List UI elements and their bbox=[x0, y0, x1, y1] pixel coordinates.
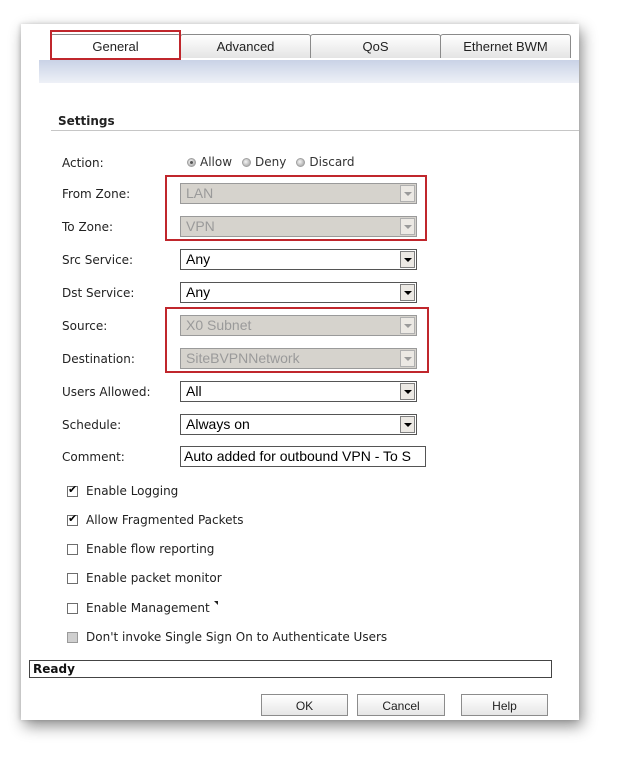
checkmark-icon: ✔ bbox=[68, 482, 78, 496]
checkbox-box[interactable] bbox=[67, 603, 78, 614]
radio-empty-icon bbox=[296, 158, 305, 167]
checkbox-box[interactable] bbox=[67, 544, 78, 555]
packet-monitor-label: Enable packet monitor bbox=[86, 571, 222, 585]
chevron-down-icon[interactable] bbox=[400, 383, 415, 400]
edit-rule-dialog bbox=[21, 24, 579, 720]
allow-fragmented-label: Allow Fragmented Packets bbox=[86, 513, 244, 527]
users-allowed-label: Users Allowed: bbox=[62, 385, 151, 399]
action-deny-radio[interactable] bbox=[242, 155, 286, 169]
destination-label: Destination: bbox=[62, 352, 135, 366]
to-zone-value: VPN bbox=[186, 218, 215, 234]
checkbox-box[interactable] bbox=[67, 511, 78, 526]
destination-value: SiteBVPNNetwork bbox=[186, 350, 300, 366]
tab-advanced[interactable]: Advanced bbox=[180, 34, 311, 58]
cancel-button[interactable]: Cancel bbox=[357, 694, 445, 716]
action-discard-radio[interactable] bbox=[296, 155, 354, 169]
settings-divider bbox=[51, 130, 579, 131]
chevron-down-icon[interactable] bbox=[400, 416, 415, 433]
radio-empty-icon bbox=[242, 158, 251, 167]
tab-ethernet-bwm[interactable]: Ethernet BWM bbox=[440, 34, 571, 58]
packet-monitor-checkbox[interactable] bbox=[67, 571, 222, 585]
flow-reporting-label: Enable flow reporting bbox=[86, 542, 215, 556]
chevron-down-icon[interactable] bbox=[400, 284, 415, 301]
action-allow-label: Allow bbox=[200, 155, 233, 169]
sso-label: Don't invoke Single Sign On to Authenticate Users bbox=[86, 630, 388, 644]
to-zone-label: To Zone: bbox=[62, 220, 114, 234]
src-service-label: Src Service: bbox=[62, 253, 134, 267]
enable-management-label: Enable Management bbox=[86, 601, 218, 615]
comment-label: Comment: bbox=[62, 450, 125, 464]
dst-service-label: Dst Service: bbox=[62, 286, 135, 300]
users-allowed-select[interactable] bbox=[180, 381, 417, 402]
corner-marker-icon bbox=[214, 601, 218, 605]
action-radio-group bbox=[187, 155, 355, 169]
action-label: Action: bbox=[62, 156, 104, 170]
enable-logging-label: Enable Logging bbox=[86, 484, 179, 498]
action-deny-label: Deny bbox=[255, 155, 287, 169]
checkbox-box[interactable] bbox=[67, 482, 78, 497]
flow-reporting-checkbox[interactable] bbox=[67, 542, 214, 556]
general-tab-highlight bbox=[50, 30, 181, 60]
schedule-select[interactable] bbox=[180, 414, 417, 435]
dst-service-select[interactable] bbox=[180, 282, 417, 303]
header-band bbox=[39, 60, 579, 83]
schedule-label: Schedule: bbox=[62, 418, 122, 432]
chevron-down-icon[interactable] bbox=[400, 251, 415, 268]
from-zone-value: LAN bbox=[186, 185, 214, 201]
dst-service-value: Any bbox=[186, 284, 211, 300]
action-allow-radio[interactable] bbox=[187, 155, 232, 169]
help-button[interactable]: Help bbox=[461, 694, 548, 716]
source-label: Source: bbox=[62, 319, 108, 333]
sso-checkbox bbox=[67, 630, 387, 644]
from-zone-label: From Zone: bbox=[62, 187, 131, 201]
src-service-select[interactable] bbox=[180, 249, 417, 270]
enable-management-checkbox[interactable] bbox=[67, 601, 218, 615]
address-highlight-box bbox=[165, 307, 429, 373]
checkbox-box[interactable] bbox=[67, 573, 78, 584]
comment-input[interactable]: Auto added for outbound VPN - To S bbox=[180, 446, 426, 467]
allow-fragmented-checkbox[interactable] bbox=[67, 513, 244, 527]
action-discard-label: Discard bbox=[309, 155, 355, 169]
zone-highlight-box bbox=[165, 175, 427, 241]
users-allowed-value: All bbox=[186, 383, 202, 399]
tab-qos[interactable]: QoS bbox=[310, 34, 441, 58]
enable-logging-checkbox[interactable] bbox=[67, 484, 178, 498]
tab-general[interactable]: General bbox=[50, 34, 181, 58]
schedule-value: Always on bbox=[186, 416, 250, 432]
checkmark-icon: ✔ bbox=[68, 511, 78, 525]
ok-button[interactable]: OK bbox=[261, 694, 348, 716]
checkbox-box bbox=[67, 632, 78, 643]
src-service-value: Any bbox=[186, 251, 211, 267]
radio-selected-icon bbox=[187, 158, 196, 167]
source-value: X0 Subnet bbox=[186, 317, 252, 333]
settings-heading: Settings bbox=[58, 114, 115, 128]
status-bar: Ready bbox=[29, 660, 552, 678]
